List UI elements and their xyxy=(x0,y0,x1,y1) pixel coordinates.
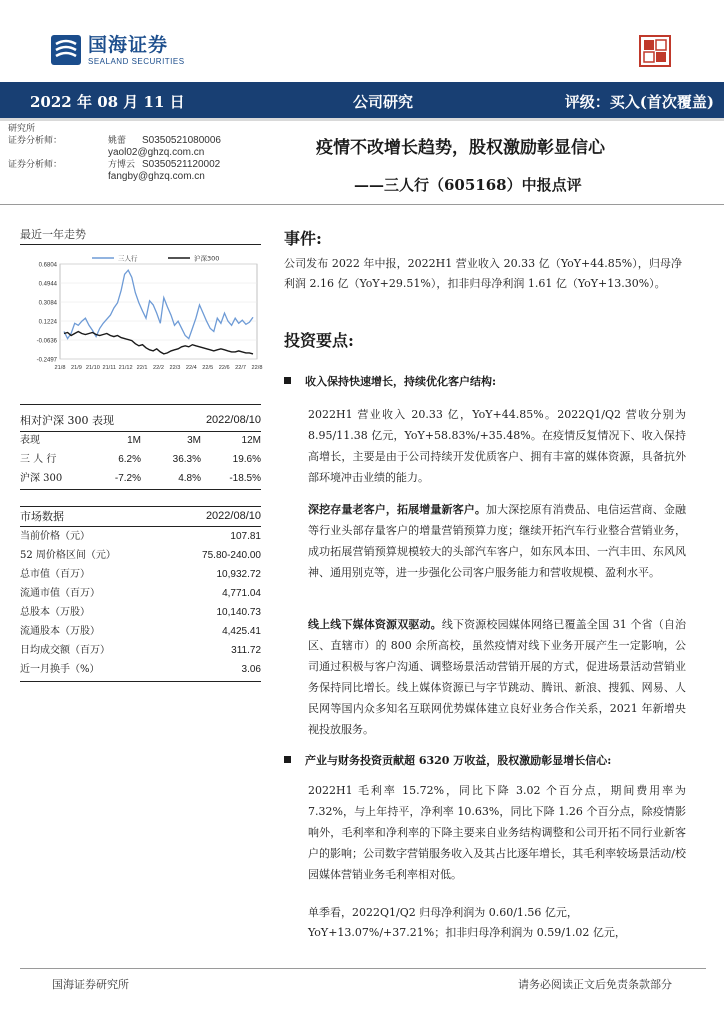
table-label: 近一月换手（%） xyxy=(20,664,100,675)
table-title-row xyxy=(20,507,261,526)
event-heading: 事件: xyxy=(284,229,322,248)
company-logo-icon xyxy=(50,34,82,66)
paragraph xyxy=(308,903,686,943)
y-tick-label: 0.1224 xyxy=(38,319,57,326)
table-row xyxy=(20,641,261,660)
x-tick-label: 21/11 xyxy=(102,365,117,371)
chart-section-title: 最近一年走势 xyxy=(20,228,86,241)
table-header: 表现 xyxy=(20,435,40,446)
analyst-name: 姚蕾 xyxy=(108,136,127,146)
table-cell: 6.2% xyxy=(118,454,141,465)
report-rating: 评级：买入(首次覆盖) xyxy=(564,93,714,111)
analyst-id: S0350521080006 xyxy=(142,135,221,146)
footer-divider xyxy=(20,968,706,969)
relative-performance-table xyxy=(20,411,261,430)
table-cell: -7.2% xyxy=(114,473,141,484)
paragraph-body: 线下资源校园媒体网络已覆盖全国 31 个省（自治区、直辖市）的 800 余所高校，虽然疫情对线下业务开展产生一定影响，公司通过积极与客户沟通、调整场景活动营销开展的方式，促进场景活动营销业务保持同比增长。线上媒体资源已与字节跳动、腾讯、新浪、搜狐、网易、人民网等国内众多知名互联网优势媒体建立良好业务合作关系，2021 年新增央视投放服务。 xyxy=(308,618,686,736)
company-name-en: SEALAND SECURITIES xyxy=(88,56,185,66)
y-tick-label: 0.4944 xyxy=(38,281,57,288)
analyst-label: 证券分析师： xyxy=(8,160,63,170)
divider xyxy=(20,404,261,405)
analyst-id: S0350521120002 xyxy=(142,159,221,170)
divider xyxy=(20,244,261,245)
x-tick-label: 22/4 xyxy=(185,365,197,371)
paragraph xyxy=(308,499,686,583)
x-tick-label: 22/5 xyxy=(202,365,214,371)
research-seal-icon xyxy=(638,34,672,68)
report-type: 公司研究 xyxy=(353,93,414,111)
analyst-email[interactable]: fangby@ghzq.com.cn xyxy=(108,171,205,182)
table-cell: 36.3% xyxy=(172,454,201,465)
dept-label: 研究所 xyxy=(8,124,36,134)
points-heading: 投资要点: xyxy=(284,331,354,350)
table-value: 107.81 xyxy=(230,531,261,542)
y-tick-label: 0.6804 xyxy=(38,262,57,269)
table-value: 4,425.41 xyxy=(222,626,261,637)
relative-performance-rows xyxy=(20,431,261,488)
x-tick-label: 22/8 xyxy=(251,365,263,371)
table-value: 3.06 xyxy=(241,664,261,675)
x-tick-label: 21/12 xyxy=(118,365,133,371)
series-line-stock xyxy=(64,270,253,338)
report-date: 2022 年 08 月 11 日 xyxy=(30,93,185,111)
table-cell: 19.6% xyxy=(232,454,261,465)
table-row xyxy=(20,603,261,622)
table-label: 总市值（百万） xyxy=(20,569,90,580)
table-label: 流通市值（百万） xyxy=(20,588,100,599)
table-row xyxy=(20,431,261,450)
trend-chart xyxy=(20,250,261,375)
company-logo xyxy=(50,34,185,66)
table-row xyxy=(20,565,261,584)
y-tick-label: -0.2497 xyxy=(36,357,57,364)
table-header: 12M xyxy=(241,435,261,446)
legend-label: 沪深300 xyxy=(194,254,220,263)
table-value: 10,140.73 xyxy=(216,607,261,618)
table-title: 相对沪深 300 表现 xyxy=(20,414,114,427)
footer-left: 国海证券研究所 xyxy=(52,978,129,991)
footer-disclaimer: 请务必阅读正文后免责条款部分 xyxy=(518,978,672,991)
report-subtitle: ——三人行（605168）中报点评 xyxy=(354,176,582,194)
table-row xyxy=(20,660,261,679)
legend-label: 三人行 xyxy=(118,254,138,263)
x-tick-label: 22/1 xyxy=(136,365,148,371)
table-title-row xyxy=(20,411,261,430)
plot-frame xyxy=(60,264,257,359)
table-label: 日均成交额（百万） xyxy=(20,645,110,656)
paragraph: 2022H1 营业收入 20.33 亿，YoY+44.85%。2022Q1/Q2 营收分别为 8.95/11.38 亿元，YoY+58.83%/+35.48%。在疫情反复情况下、收入保持高增长，主要是由于公司持续开发优质客户、拥有丰富的媒体资源，具备抗外部环境冲击业绩的能力。 xyxy=(308,408,686,484)
paragraph-body: 加大深挖原有消费品、电信运营商、金融等行业头部存量客户的增量营销预算力度；继续开拓汽车行业整合营销业务，成功拓展营销预算规模较大的头部汽车客户，如东风本田、一汽丰田、东风风神、通用别克等，进一步强化公司客户服务能力和营收规模、盈利水平。 xyxy=(308,503,687,579)
analyst-email[interactable]: yaol02@ghzq.com.cn xyxy=(108,147,205,158)
analyst-label: 证券分析师： xyxy=(8,136,63,146)
divider xyxy=(20,681,261,682)
table-cell: 沪深 300 xyxy=(20,473,63,484)
paragraph-lead: 线上线下媒体资源双驱动。 xyxy=(308,618,442,631)
table-value: 4,771.04 xyxy=(222,588,261,599)
table-value: 311.72 xyxy=(231,645,261,656)
table-row xyxy=(20,622,261,641)
event-text: 公司发布 2022 年中报，2022H1 营业收入 20.33 亿（YoY+44.85%），归母净利润 2.16 亿（YoY+29.51%），扣非归母净利润 1.61 亿（YoY+13.30%）。 xyxy=(284,257,682,290)
paragraph xyxy=(308,614,686,740)
table-label: 流通股本（万股） xyxy=(20,626,100,637)
market-data-rows xyxy=(20,527,261,679)
table-cell: 4.8% xyxy=(178,473,201,484)
table-date: 2022/08/10 xyxy=(205,414,261,426)
company-name-cn: 国海证券 xyxy=(88,33,169,56)
paragraph-line: 单季看，2022Q1/Q2 归母净利润为 0.60/1.56 亿元， xyxy=(308,906,578,919)
x-tick-label: 22/7 xyxy=(235,365,247,371)
x-tick-label: 21/8 xyxy=(54,365,66,371)
report-title: 疫情不改增长趋势，股权激励彰显信心 xyxy=(316,138,605,158)
banner-underline xyxy=(0,118,724,121)
header-banner xyxy=(0,82,724,120)
series-line-index xyxy=(64,332,253,354)
table-header: 3M xyxy=(187,435,201,446)
analyst-name: 方博云 xyxy=(108,160,136,170)
table-row xyxy=(20,584,261,603)
bullet-heading: 收入保持快速增长，持续优化客户结构: xyxy=(284,373,496,389)
paragraph-lead: 深挖存量老客户，拓展增量新客户。 xyxy=(308,503,486,516)
paragraph-line: YoY+13.07%/+37.21%；扣非归母净利润为 0.59/1.02 亿元， xyxy=(308,926,626,939)
table-label: 总股本（万股） xyxy=(20,607,90,618)
header-divider xyxy=(0,204,724,205)
table-date: 2022/08/10 xyxy=(205,510,261,522)
table-row xyxy=(20,546,261,565)
divider xyxy=(20,489,261,490)
table-title: 市场数据 xyxy=(20,510,64,523)
x-tick-label: 22/2 xyxy=(153,365,164,371)
x-tick-label: 22/6 xyxy=(218,365,230,371)
market-data-table xyxy=(20,507,261,526)
x-tick-label: 21/10 xyxy=(85,365,100,371)
x-tick-label: 21/9 xyxy=(70,365,82,371)
x-tick-label: 22/3 xyxy=(169,365,181,371)
table-value: 10,932.72 xyxy=(216,569,261,580)
table-cell: 三 人 行 xyxy=(20,454,57,465)
table-row xyxy=(20,527,261,546)
table-value: 75.80-240.00 xyxy=(202,550,261,561)
table-row xyxy=(20,450,261,469)
paragraph: 2022H1 毛利率 15.72%，同比下降 3.02 个百分点，期间费用率为 7.32%，与上年持平，净利率 10.63%，同比下降 1.26 个百分点，除疫情影响外，毛利率和净利率的下降主要来自业务结构调整和公司开拓不同行业新客户的影响；公司数字营销服务收入及其占比逐年增长，其毛利率较场景活动/校园媒体营销业务毛利率相对低。 xyxy=(308,784,686,881)
table-header: 1M xyxy=(127,435,141,446)
table-label: 当前价格（元） xyxy=(20,531,90,542)
table-row xyxy=(20,469,261,488)
y-tick-label: -0.0636 xyxy=(36,338,57,345)
y-tick-label: 0.3084 xyxy=(38,300,57,307)
bullet-heading: 产业与财务投资贡献超 6320 万收益，股权激励彰显增长信心: xyxy=(284,752,611,768)
table-label: 52 周价格区间（元） xyxy=(20,550,116,561)
table-cell: -18.5% xyxy=(229,473,261,484)
